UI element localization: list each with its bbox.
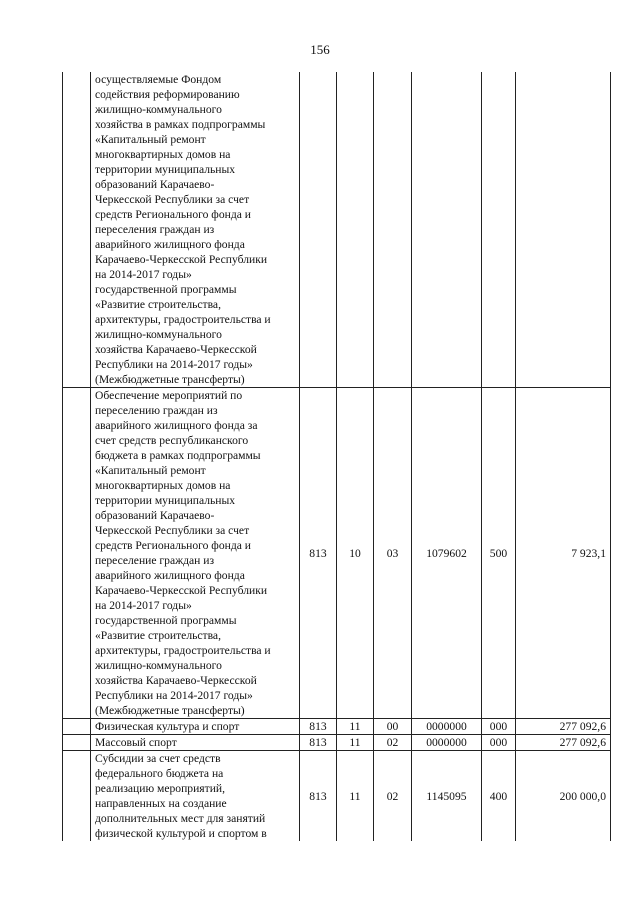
description-line: на 2014-2017 годы» <box>95 268 192 281</box>
budget-table <box>62 72 611 841</box>
description-line: Республики на 2014-2017 годы» <box>95 689 253 702</box>
description-line: «Развитие строительства, <box>95 629 221 642</box>
description-line: содействия реформированию <box>95 88 240 101</box>
ministry-code-cell: 813 <box>300 719 337 735</box>
description-cell <box>91 719 300 735</box>
description-line: аварийного жилищного фонда за <box>95 419 258 432</box>
description-line: средств Регионального фонда и <box>95 208 251 221</box>
description-line: Обеспечение мероприятий по <box>95 389 243 402</box>
section-code-cell: 11 <box>337 751 374 842</box>
description-line: жилищно-коммунального <box>95 328 222 341</box>
section-code-cell: 10 <box>337 388 374 719</box>
description-line: жилищно-коммунального <box>95 659 222 672</box>
description-line: хозяйства Карачаево-Черкесской <box>95 343 257 356</box>
table-row <box>63 751 611 842</box>
description-line: реализацию мероприятий, <box>95 782 226 795</box>
ministry-code-cell: 813 <box>300 751 337 842</box>
subsection-code-cell: 02 <box>374 751 412 842</box>
ministry-code-cell: 813 <box>300 735 337 751</box>
description-line: средств Регионального фонда и <box>95 539 251 552</box>
table-row <box>63 388 611 719</box>
description-line: переселения граждан из <box>95 223 215 236</box>
amount-cell: 7 923,1 <box>516 388 611 719</box>
description-line: Карачаево-Черкесской Республики <box>95 253 268 266</box>
description-line: хозяйства Карачаево-Черкесской <box>95 674 257 687</box>
amount-cell: 200 000,0 <box>516 751 611 842</box>
subsection-code-cell: 02 <box>374 735 412 751</box>
description-line: образований Карачаево- <box>95 509 215 522</box>
description-line: федерального бюджета на <box>95 767 224 780</box>
description-line: архитектуры, градостроительства и <box>95 644 271 657</box>
description-line: направленных на создание <box>95 797 227 810</box>
table-row <box>63 735 611 751</box>
description-line: хозяйства в рамках подпрограммы <box>95 118 266 131</box>
row-number-cell <box>63 735 91 751</box>
description-line: государственной программы <box>95 283 237 296</box>
description-line: бюджета в рамках подпрограммы <box>95 449 261 462</box>
subsection-code-cell: 00 <box>374 719 412 735</box>
target-article-cell: 1079602 <box>412 388 482 719</box>
description-line: на 2014-2017 годы» <box>95 599 192 612</box>
row-number-cell <box>63 72 91 388</box>
description-line: многоквартирных домов на <box>95 148 231 161</box>
budget-table-body <box>63 72 611 841</box>
description-cell <box>91 751 300 842</box>
description-line: аварийного жилищного фонда <box>95 238 245 251</box>
target-article-cell: 0000000 <box>412 735 482 751</box>
section-code-cell <box>337 72 374 388</box>
description-line: Черкесской Республики за счет <box>95 524 250 537</box>
description-cell <box>91 735 300 751</box>
description-line: (Межбюджетные трансферты) <box>95 373 245 386</box>
description-cell <box>91 72 300 388</box>
amount-cell: 277 092,6 <box>516 719 611 735</box>
expense-type-cell: 000 <box>482 735 516 751</box>
target-article-cell <box>412 72 482 388</box>
row-number-cell <box>63 388 91 719</box>
description-line: архитектуры, градостроительства и <box>95 313 271 326</box>
description-line: государственной программы <box>95 614 237 627</box>
description-line: Физическая культура и спорт <box>95 720 240 733</box>
description-line: Субсидии за счет средств <box>95 752 221 765</box>
table-row <box>63 719 611 735</box>
description-line: Черкесской Республики за счет <box>95 193 250 206</box>
expense-type-cell: 500 <box>482 388 516 719</box>
section-code-cell: 11 <box>337 735 374 751</box>
description-line: аварийного жилищного фонда <box>95 569 245 582</box>
target-article-cell: 1145095 <box>412 751 482 842</box>
description-line: Массовый спорт <box>95 736 177 749</box>
subsection-code-cell <box>374 72 412 388</box>
description-line: территории муниципальных <box>95 494 236 507</box>
row-number-cell <box>63 719 91 735</box>
description-line: дополнительных мест для занятий <box>95 812 266 825</box>
ministry-code-cell <box>300 72 337 388</box>
ministry-code-cell: 813 <box>300 388 337 719</box>
description-line: (Межбюджетные трансферты) <box>95 704 245 717</box>
description-line: переселение граждан из <box>95 554 215 567</box>
description-line: «Капитальный ремонт <box>95 133 206 146</box>
description-line: «Капитальный ремонт <box>95 464 206 477</box>
description-cell <box>91 388 300 719</box>
amount-cell <box>516 72 611 388</box>
description-line: Карачаево-Черкесской Республики <box>95 584 268 597</box>
subsection-code-cell: 03 <box>374 388 412 719</box>
description-line: счет средств республиканского <box>95 434 249 447</box>
description-line: Республики на 2014-2017 годы» <box>95 358 253 371</box>
target-article-cell: 0000000 <box>412 719 482 735</box>
description-line: физической культурой и спортом в <box>95 827 267 840</box>
expense-type-cell: 400 <box>482 751 516 842</box>
expense-type-cell: 000 <box>482 719 516 735</box>
description-line: многоквартирных домов на <box>95 479 231 492</box>
row-number-cell <box>63 751 91 842</box>
description-line: переселению граждан из <box>95 404 218 417</box>
expense-type-cell <box>482 72 516 388</box>
description-line: образований Карачаево- <box>95 178 215 191</box>
description-line: «Развитие строительства, <box>95 298 221 311</box>
description-line: жилищно-коммунального <box>95 103 222 116</box>
page-number: 156 <box>310 42 330 57</box>
section-code-cell: 11 <box>337 719 374 735</box>
amount-cell: 277 092,6 <box>516 735 611 751</box>
description-line: территории муниципальных <box>95 163 236 176</box>
table-row <box>63 72 611 388</box>
description-line: осуществляемые Фондом <box>95 73 222 86</box>
